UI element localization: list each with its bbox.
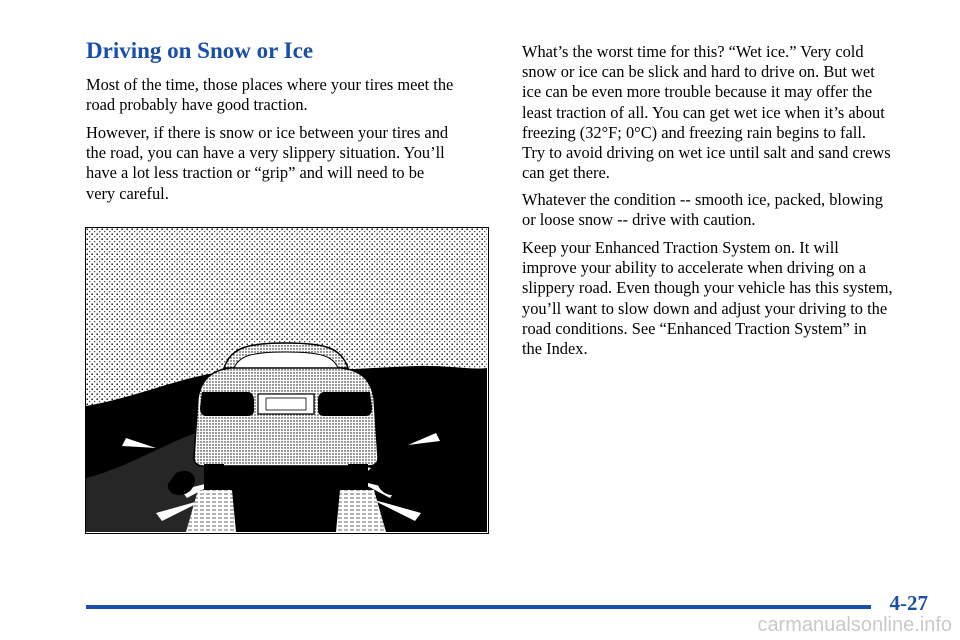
text-line: very careful. — [86, 183, 169, 203]
section-heading: Driving on Snow or Ice — [86, 38, 314, 63]
text-line: snow or ice can be slick and hard to drive on. But wet — [522, 62, 875, 82]
text-line: can get there. — [522, 163, 610, 183]
text-line: least traction of all. You can get wet ice when it’s about — [522, 102, 885, 122]
text-line: improve your ability to accelerate when driving on a — [522, 258, 867, 278]
paragraph-caution — [522, 190, 930, 230]
car-on-snow-illustration — [85, 227, 489, 534]
text-line: What’s the worst time for this? “Wet ice.” Very cold — [522, 42, 864, 61]
text-line: slippery road. Even though your vehicle has this system, — [522, 278, 893, 298]
page-number: 4-27 — [889, 591, 928, 615]
text-line: However, if there is snow or ice between your tires and — [86, 123, 449, 142]
text-line: the Index. — [522, 339, 588, 359]
text-line: freezing (32°F; 0°C) and freezing rain begins to fall. — [522, 122, 866, 142]
text-line: Whatever the condition -- smooth ice, packed, blowing — [522, 190, 883, 209]
text-line: or loose snow -- drive with caution. — [522, 210, 756, 230]
paragraph-traction — [86, 75, 491, 115]
watermark: carmanualsonline.info — [757, 614, 952, 636]
text-line: road conditions. See “Enhanced Traction System” in — [522, 318, 867, 338]
text-line: the road, you can have a very slippery situation. You’ll — [86, 143, 445, 163]
text-line: Most of the time, those places where your tires meet the — [86, 75, 454, 94]
paragraph-wet-ice — [522, 42, 930, 183]
text-line: you’ll want to slow down and adjust your driving to the — [522, 298, 888, 318]
text-line: have a lot less traction or “grip” and will need to be — [86, 163, 425, 183]
paragraph-traction-system — [522, 238, 930, 359]
text-line: Try to avoid driving on wet ice until salt and sand crews — [522, 143, 891, 163]
paragraph-slippery — [86, 123, 491, 204]
text-line: road probably have good traction. — [86, 95, 308, 115]
text-line: ice can be even more trouble because it may offer the — [522, 82, 873, 102]
text-line: Keep your Enhanced Traction System on. It will — [522, 238, 839, 257]
footer-rule — [86, 605, 871, 609]
